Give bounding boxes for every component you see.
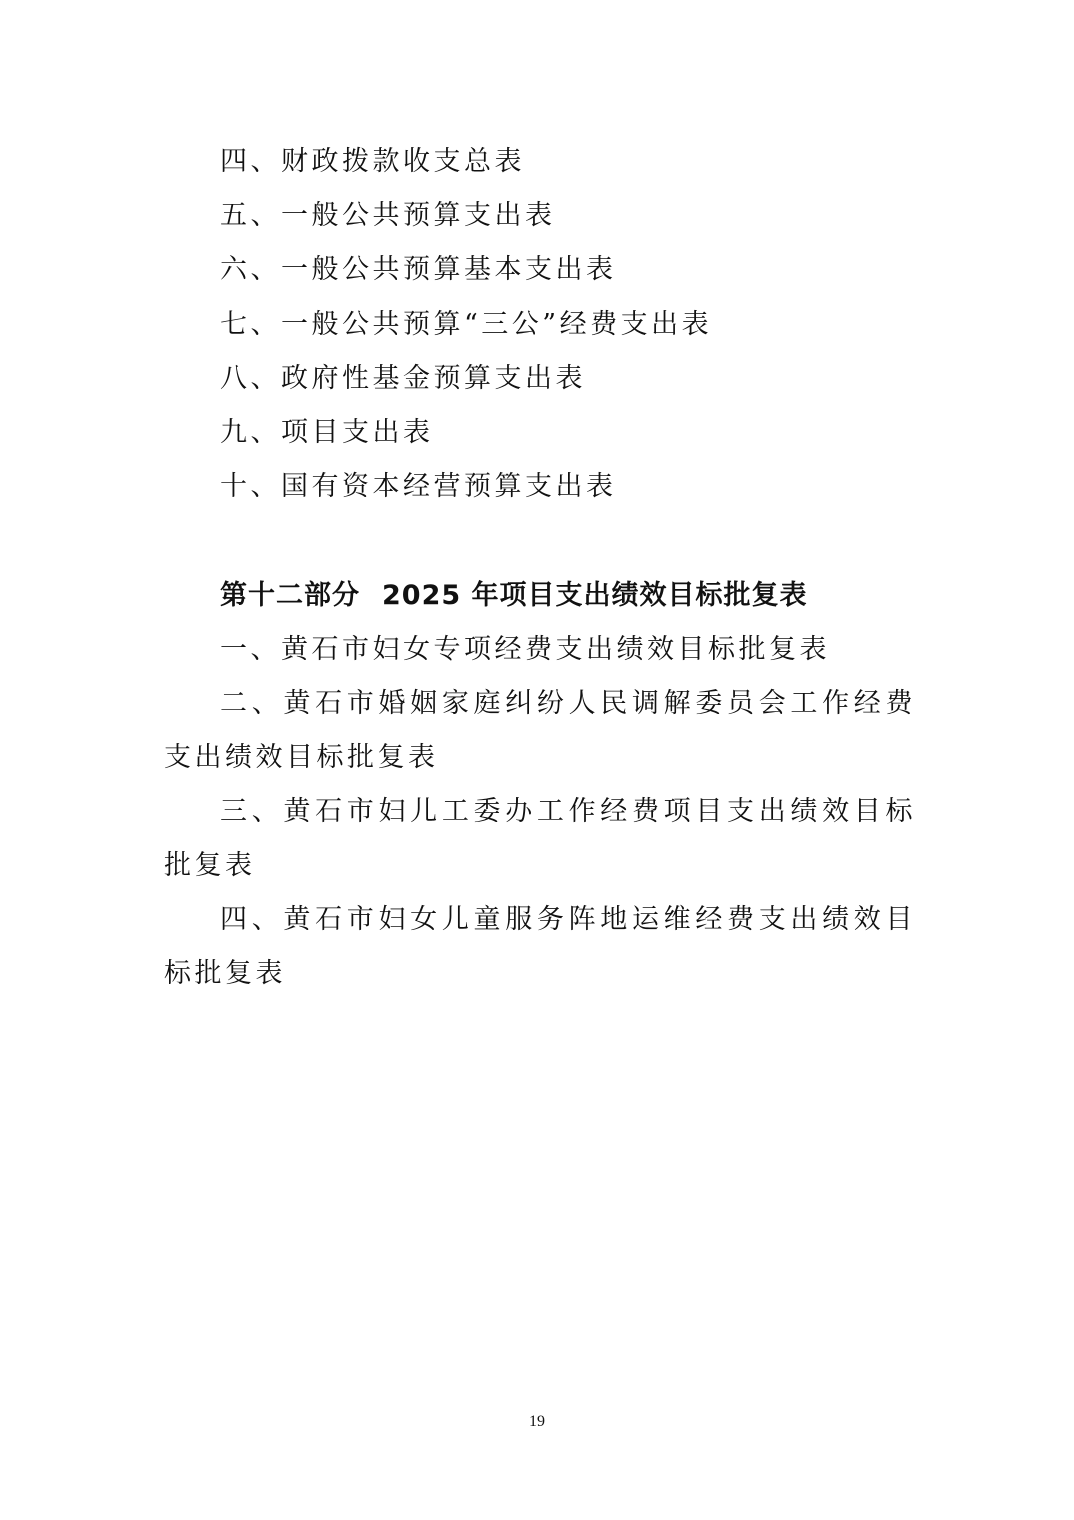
- list-item-7: 七、一般公共预算“三公”经费支出表: [220, 309, 713, 340]
- section-item-1: 一、黄石市妇女专项经费支出绩效目标批复表: [220, 634, 830, 665]
- section-title-text: 2025 年项目支出绩效目标批复表: [382, 580, 808, 611]
- list-item-5: 五、一般公共预算支出表: [220, 200, 556, 231]
- section-heading: [220, 576, 808, 616]
- section-item-3: 三、黄石市妇儿工委办工作经费项目支出绩效目标批复表: [164, 796, 916, 881]
- list-item-8: 八、政府性基金预算支出表: [220, 363, 586, 394]
- section-label: 第十二部分: [220, 580, 360, 611]
- section-item-2: 二、黄石市婚姻家庭纠纷人民调解委员会工作经费支出绩效目标批复表: [164, 688, 916, 773]
- list-item-10: 十、国有资本经营预算支出表: [220, 471, 617, 502]
- section-item-4: 四、黄石市妇女儿童服务阵地运维经费支出绩效目标批复表: [164, 904, 916, 989]
- list-item-6: 六、一般公共预算基本支出表: [220, 254, 617, 285]
- list-item-9: 九、项目支出表: [220, 417, 434, 448]
- list-item-4: 四、财政拨款收支总表: [220, 146, 525, 177]
- page-number: 19: [529, 1413, 545, 1430]
